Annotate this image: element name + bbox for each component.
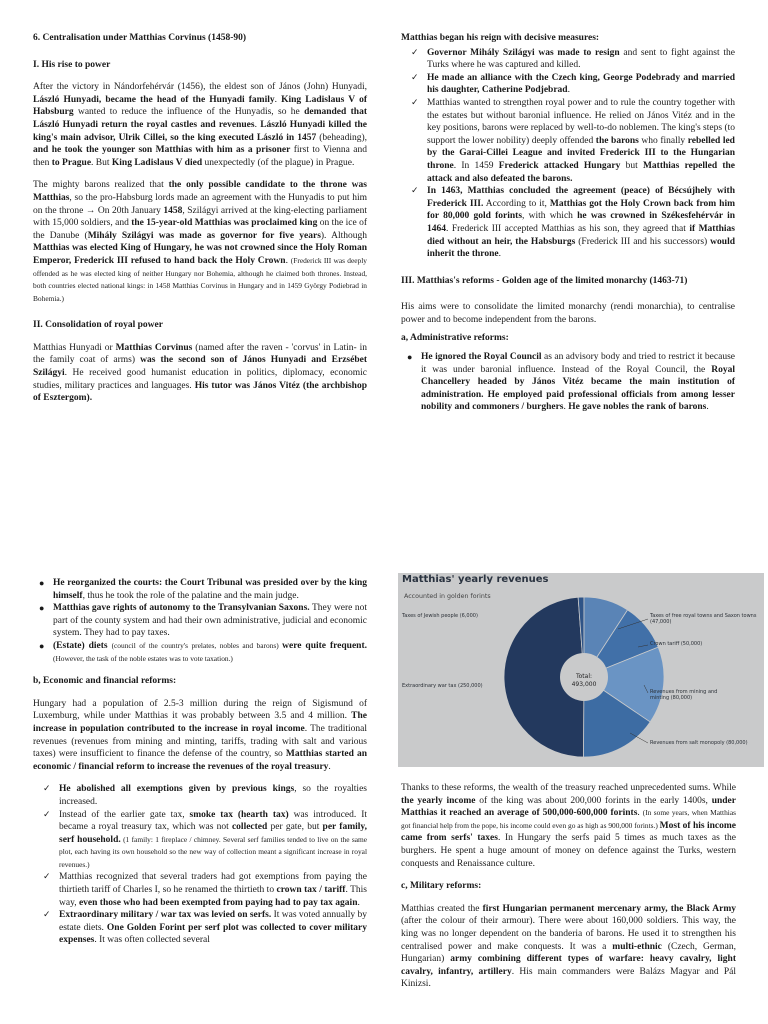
bold-text: even those who had been exempted from paying had to pay tax again bbox=[78, 897, 358, 908]
text-run: (Frederick III and his successors) bbox=[575, 236, 711, 247]
bold-text: Matthias Corvinus bbox=[115, 342, 193, 353]
bold-text: Matthias repelled the attack and also defeated the barons. bbox=[427, 160, 736, 184]
text-run: (council of the country's prelates, nobles and barons) bbox=[111, 640, 283, 650]
bold-text: to Prague bbox=[51, 157, 92, 168]
list-item bbox=[401, 47, 735, 72]
text-run: . His main commanders were Balázs Magyar and Pál Kinizsi. bbox=[401, 966, 736, 990]
section-2-heading: II. Consolidation of royal power bbox=[33, 320, 163, 331]
slice-label-towns: Taxes of free royal towns and Saxon towns (47,000) bbox=[650, 613, 757, 626]
page-title: 6. Centralisation under Matthias Corvinus (1458-90) bbox=[33, 33, 247, 43]
check-icon: ✓ bbox=[411, 186, 419, 197]
text-run: of the king was about 200,000 forints in the early 1400s, bbox=[475, 795, 712, 806]
text-run: (beheading), bbox=[316, 132, 367, 143]
bullet-icon: ● bbox=[39, 603, 45, 614]
bold-text: The increase in population contributed to the increase in royal income bbox=[33, 711, 367, 734]
text-run: (Czech, German, Hungarian) bbox=[401, 941, 737, 965]
court-reform-list bbox=[33, 577, 367, 665]
left-top-column bbox=[33, 32, 367, 405]
bold-text: King Ladislaus V died bbox=[111, 157, 203, 168]
text-run: , thus he took the role of the palatine and the main judge. bbox=[82, 590, 299, 601]
bold-text: the only possible candidate to the throne was Matthias bbox=[33, 180, 367, 203]
text-run: . He received good humanist education in politics, diplomacy, economic studies, military practices and languages. bbox=[33, 368, 367, 391]
bold-text: His tutor was János Vitéz (the archbishop of Esztergom). bbox=[33, 380, 367, 404]
text-run: . bbox=[357, 897, 360, 908]
bold-text: were quite frequent. bbox=[282, 640, 367, 651]
bold-text: he was crowned in Székesfehérvár in 1464 bbox=[427, 211, 735, 234]
left-bottom-column bbox=[33, 577, 367, 947]
text-run: . It was often collected several bbox=[94, 935, 210, 946]
paragraph-black-army bbox=[401, 903, 736, 991]
text-run: Instead of the earlier gate tax, bbox=[59, 809, 190, 820]
text-run: (1 family: 1 fireplace / chimney. Several serf families tended to live on the same plot, each having its own household so the new way of collection meant a significant increase in royal revenues.) bbox=[59, 834, 367, 869]
administrative-list bbox=[401, 351, 735, 414]
bold-text: He ignored the Royal Council bbox=[421, 352, 542, 363]
bold-text: collected bbox=[231, 822, 268, 833]
list-item bbox=[33, 602, 367, 640]
bullet-icon: ● bbox=[39, 578, 45, 588]
bold-text: smoke tax (hearth tax) bbox=[189, 809, 289, 820]
slice-label-mining: Revenues from mining and minting (80,000) bbox=[650, 689, 718, 702]
bold-text: Extraordinary military / war tax was levied on serfs. bbox=[59, 910, 272, 921]
text-run: , with which bbox=[522, 211, 578, 222]
bold-text: per family, serf household. bbox=[59, 822, 367, 845]
text-run: on the ice of the Danube ( bbox=[33, 218, 367, 241]
bullet-icon: ● bbox=[407, 352, 413, 363]
list-item bbox=[401, 72, 735, 97]
text-run: . In 1459 bbox=[453, 160, 499, 171]
list-item bbox=[33, 909, 367, 947]
bold-text: would inherit the throne bbox=[427, 236, 735, 260]
text-run: Hungary had a population of 2.5-3 million during the reign of Sigismund of Luxemburg, while under Matthias it was probably between 3.5 and 4 million. bbox=[33, 698, 367, 722]
bold-text: the 15-year-old Matthias was proclaimed king bbox=[131, 218, 318, 229]
text-run: (In some years, when Matthias got financial help from the pope, his income could even go as high as 900,000 forints.) bbox=[401, 808, 737, 830]
check-icon: ✓ bbox=[411, 97, 419, 108]
bold-text: and he took the younger son Matthias with him as a prisoner bbox=[33, 145, 291, 156]
paragraph-corvinus bbox=[33, 342, 367, 405]
check-icon: ✓ bbox=[43, 872, 51, 883]
chart-title: Matthias' yearly revenues bbox=[402, 574, 549, 585]
text-run: . bbox=[563, 402, 569, 413]
bold-text: László Hunyadi, became the head of the Hunyadi family bbox=[33, 94, 275, 105]
bold-text: Frederick attacked Hungary bbox=[498, 160, 621, 171]
text-run: as an advisory body and tried to restrict it because it was under baronial influence. Instead of the Royal Council, the bbox=[421, 352, 735, 375]
text-run: , so the pro-Habsburg lords made an agreement with the Hunyadis to put him on the throne → On 20th January bbox=[33, 192, 367, 216]
check-icon: ✓ bbox=[43, 784, 51, 795]
check-icon: ✓ bbox=[43, 910, 51, 921]
text-run: It was voted annually by estate diets. bbox=[59, 910, 368, 933]
bold-text: army combining different types of warfare: heavy cavalry, light cavalry, infantry, artillery bbox=[401, 954, 737, 977]
bold-text: Royal Chancellery headed by János Vitéz became the main institution of administration. He employed paid professional officials from among lesser nobility and commoners / burghers bbox=[421, 364, 735, 413]
list-item bbox=[401, 351, 735, 414]
bold-text: He made an alliance with the Czech king, George Podebrady and married his daughter, Catherine Podjebrad bbox=[427, 72, 735, 96]
measures-intro: Matthias began his reign with decisive measures: bbox=[401, 33, 600, 43]
text-run: . In Hungary the serfs paid 5 times as much taxes as the burghers. He spent a huge amount of money on defence against the Turks, western conquests and Renaissance culture. bbox=[401, 833, 736, 869]
bold-text: the barons bbox=[595, 135, 639, 146]
text-run: Matthias wanted to strengthen royal power and to rule the country together with the estates but without baronial influence. He relied on János Vitéz and in the key positions, barons were replaced by well-to-do noblemen. The king's steps (to support the lower nobility) deeply offended bbox=[427, 97, 735, 146]
paragraph-wealth bbox=[401, 782, 736, 870]
bold-text: Matthias got the Holy Crown back from him for 80,000 gold forints bbox=[427, 198, 735, 222]
text-run: Matthias recognized that several traders had got exemptions from paying the thirtieth tariff of Charles I, so he renamed the thirtieth to bbox=[59, 872, 367, 896]
list-item bbox=[33, 809, 367, 872]
paragraph-election bbox=[33, 179, 367, 305]
slice-label-salt: Revenues from salt monopoly (80,000) bbox=[650, 740, 748, 746]
right-top-column bbox=[401, 32, 735, 414]
list-item bbox=[33, 640, 367, 665]
bold-text: He reorganized the courts: the Court Tribunal was presided over by the king himself bbox=[53, 578, 367, 601]
text-run: (However, the task of the noble estates was to vote taxation.) bbox=[53, 653, 233, 663]
slice-label-jewish: Taxes of Jewish people (6,000) bbox=[402, 613, 478, 619]
frederick-note: (Frederick III was deeply offended as he was elected king of neither Hungary nor Bohemia, although he claimed both thrones. Instead, both countries elected national kings: in 1458 Matthias Corvinus in Hungary and in 1459 György Podiebrad in Bohemia.) bbox=[33, 255, 368, 303]
text-run: was introduced. It became a royal treasury tax, which was not bbox=[59, 809, 367, 833]
check-icon: ✓ bbox=[411, 72, 419, 83]
bold-text: crown tax / tariff bbox=[276, 885, 346, 896]
text-run: unexpectedly (of the plague) in Prague. bbox=[202, 157, 355, 168]
bold-text: if Matthias died without an heir, the Habsburgs bbox=[427, 223, 735, 247]
bold-text: (Estate) diets bbox=[53, 640, 112, 651]
revenue-pie-chart bbox=[398, 573, 764, 767]
bold-text: Most of his income came from serfs' taxes bbox=[401, 820, 736, 844]
paragraph-rise bbox=[33, 81, 367, 169]
bold-text: demanded that László Hunyadi return the royal castles and revenues bbox=[33, 107, 367, 130]
text-run: wanted to reduce the influence of the Hunyadis, so he bbox=[73, 107, 305, 118]
text-run: . bbox=[706, 402, 709, 413]
text-run: and sent to fight against the Turks where he was captured and killed. bbox=[427, 47, 735, 71]
list-item bbox=[33, 783, 367, 808]
military-heading: c, Military reforms: bbox=[401, 881, 482, 892]
bold-text: He abolished all exemptions given by previous kings bbox=[59, 784, 295, 795]
bold-text: King Ladislaus V of Habsburg bbox=[33, 94, 368, 118]
paragraph-economy bbox=[33, 698, 367, 774]
check-icon: ✓ bbox=[43, 809, 51, 820]
text-run: The mighty barons realized that bbox=[33, 180, 169, 191]
bold-text: One Golden Forint per serf plot was collected to cover military expenses bbox=[59, 922, 367, 946]
bold-text: László Hunyadi killed the king's main advisor, Ulrik Cillei, so the king executed László in 1457 bbox=[33, 119, 368, 143]
right-bottom-column bbox=[401, 782, 736, 991]
bold-text: He gave nobles the rank of barons bbox=[568, 402, 707, 413]
text-run: . Frederick III accepted Matthias as his son, they agreed that bbox=[446, 223, 690, 234]
pie-svg bbox=[398, 573, 764, 767]
text-run: . The traditional revenues (revenues from mining and minting, tariffs, trading with salt and various taxes) were insufficient to finance the defense of the country, so bbox=[33, 723, 367, 760]
text-run: . bbox=[285, 255, 291, 266]
bold-text: first Hungarian permanent mercenary army, the Black Army bbox=[482, 903, 736, 914]
text-run: According to it, bbox=[483, 198, 550, 209]
section-3-intro: His aims were to consolidate the limited monarchy (rendi monarchia), to centralise power and to become independent from the barons. bbox=[401, 302, 735, 325]
bold-text: under Matthias it reached an average of 500,000-600,000 forints bbox=[401, 795, 736, 819]
economic-heading: b, Economic and financial reforms: bbox=[33, 676, 177, 687]
check-icon: ✓ bbox=[411, 47, 419, 58]
text-run: Matthias created the bbox=[401, 903, 483, 914]
text-run: . bbox=[567, 85, 570, 96]
text-run: (after the colour of their armour). There were about 160,000 soldiers. This way, the king was no longer dependent on the banderia of barons. He used it to strengthen his centralised power and make conquests. It was a bbox=[401, 916, 736, 952]
list-item bbox=[33, 871, 367, 909]
slice-label-crown-tariff: Crown tariff (50,000) bbox=[650, 641, 703, 647]
list-item bbox=[33, 577, 367, 602]
measures-list bbox=[401, 47, 735, 261]
bold-text: Matthias started an economic / financial reform to increase the revenues of the royal treasury bbox=[33, 749, 367, 772]
text-run: They were not part of the county system and had their own administrative, judicial and economic system. They had to pay taxes. bbox=[53, 603, 368, 639]
text-run: . bbox=[498, 249, 501, 260]
text-run: . bbox=[274, 94, 282, 105]
bold-text: Mihály Szilágyi was made as governor for five years bbox=[87, 230, 321, 241]
text-run: per gate, but bbox=[267, 822, 323, 833]
slice-label-war-tax: Extraordinary war tax (250,000) bbox=[402, 683, 483, 689]
text-run: , so the royalties increased. bbox=[59, 784, 367, 807]
bold-text: In 1463, Matthias concluded the agreement (peace) of Bécsújhely with Frederick III. bbox=[427, 186, 735, 209]
bold-text: the yearly income bbox=[401, 795, 476, 806]
bold-text: Matthias was elected King of Hungary, he was not crowned since the Holy Roman Emperor, Frederick III refused to hand back the Holy Crown bbox=[33, 243, 367, 266]
text-run: first to Vienna and then bbox=[33, 145, 367, 168]
administrative-heading: a, Administrative reforms: bbox=[401, 333, 509, 344]
text-run: . But bbox=[91, 157, 112, 168]
list-item bbox=[401, 185, 735, 261]
section-3-heading: III. Matthias's reforms - Golden age of the limited monarchy (1463-71) bbox=[401, 275, 688, 286]
text-run: who finally bbox=[638, 135, 688, 146]
text-run: . bbox=[328, 761, 331, 772]
text-run: but bbox=[620, 160, 643, 171]
text-run: After the victory in Nándorfehérvár (1456), the eldest son of János (John) Hunyadi, bbox=[33, 82, 367, 93]
bold-text: multi-ethnic bbox=[612, 941, 662, 952]
economic-reform-list bbox=[33, 783, 367, 947]
text-run: . bbox=[637, 808, 643, 819]
text-run: , Szilágyi arrived at the king-electing parliament with 15,000 soldiers, and bbox=[33, 205, 367, 229]
text-run: Thanks to these reforms, the wealth of the treasury reached unprecedented sums. While bbox=[401, 783, 736, 793]
bold-text: 1458 bbox=[163, 205, 183, 216]
chart-subtitle: Accounted in golden forints bbox=[404, 593, 491, 600]
text-run: (named after the raven - 'corvus' in Latin- in the family coat of arms) bbox=[33, 342, 367, 366]
chart-total: Total: 493,000 bbox=[571, 673, 597, 688]
section-1-heading: I. His rise to power bbox=[33, 59, 111, 70]
text-run: ). Although bbox=[320, 230, 367, 241]
text-run: . bbox=[254, 119, 261, 130]
list-item bbox=[401, 97, 735, 185]
text-run: . This way, bbox=[59, 885, 367, 908]
bold-text: was the second son of János Hunyadi and Erzsébet Szilágyi bbox=[33, 355, 367, 379]
text-run: Matthias Hunyadi or bbox=[33, 342, 116, 353]
bold-text: rebelled led by the Garai-Cillei League and invited Frederick III to the Hungarian throne bbox=[427, 135, 735, 171]
bold-text: Matthias gave rights of autonomy to the Transylvanian Saxons. bbox=[53, 603, 310, 614]
bold-text: Governor Mihály Szilágyi was made to resign bbox=[427, 47, 620, 58]
bullet-icon: ● bbox=[39, 640, 45, 651]
